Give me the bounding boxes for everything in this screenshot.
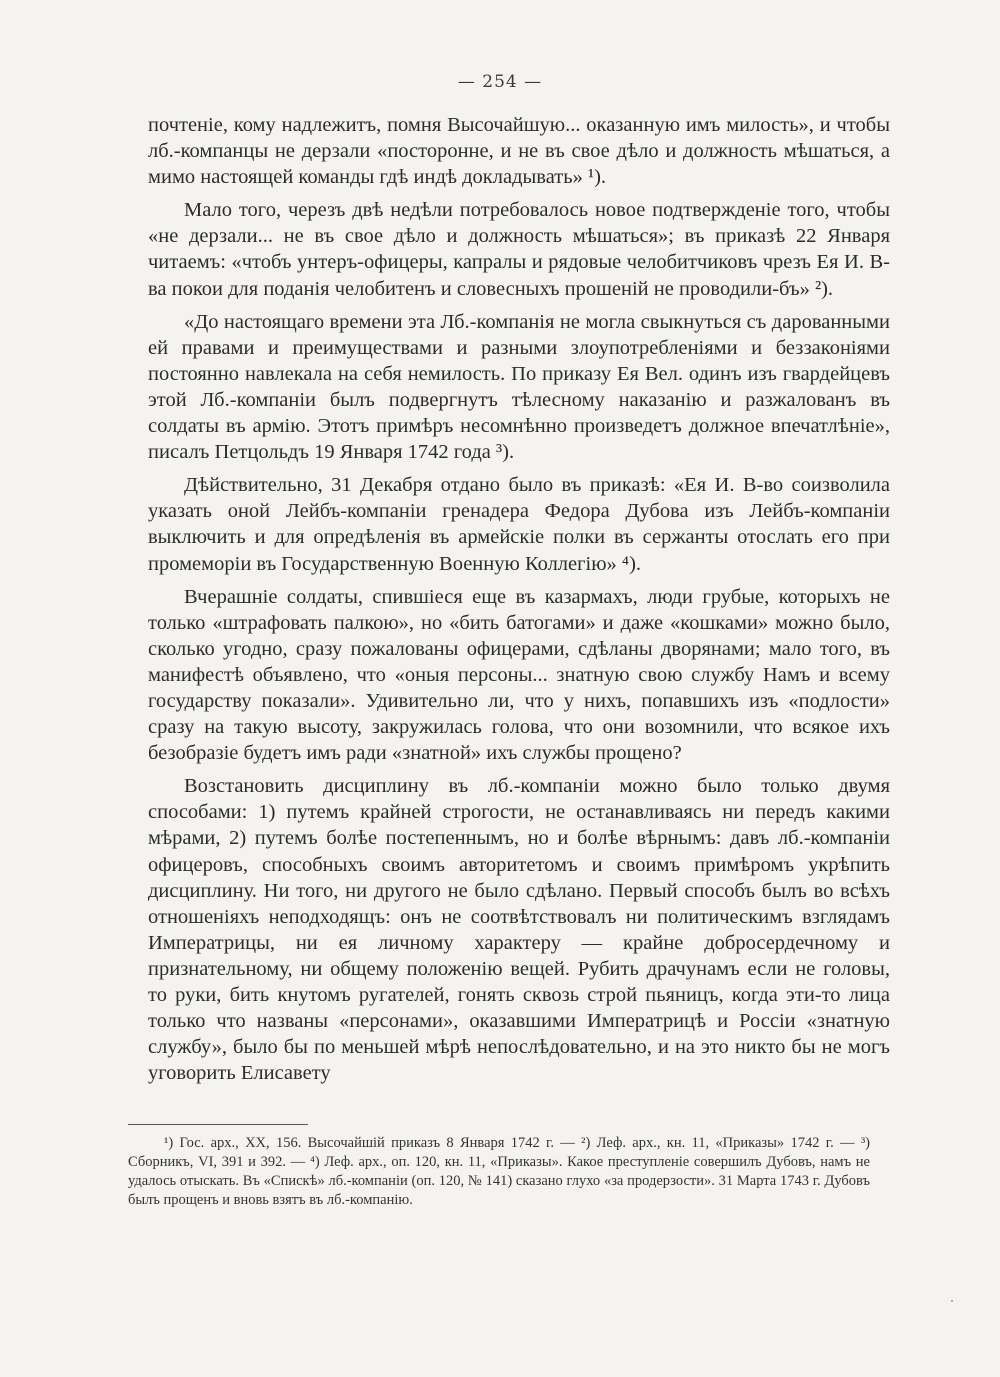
page-number: — 254 — xyxy=(457,72,543,92)
footnote-divider xyxy=(128,1124,308,1125)
paragraph-1: почтенiе, кому надлежитъ, помня Высочайшую... оказанную имъ милость», и чтобы лб.-компанцы не дерзали «посторонне, и не въ свое дѣло и должность мѣшаться, а мимо настоящей команды гдѣ индѣ докладывать» ¹). xyxy=(148,114,890,189)
paragraph-2: Мало того, черезъ двѣ недѣли потребовалось новое подтвержденiе того, чтобы «не дерзали... не въ свое дѣло и должность мѣшаться»; въ приказѣ 22 Января читаемъ: «чтобъ унтеръ-офицеры, капралы и рядовые челобитчиковъ чрезъ Ея И. В-ва покои для поданiя челобитенъ и словесныхъ прошенiй не проводили-бъ» ²). xyxy=(148,199,890,300)
paragraph-5: Вчерашнiе солдаты, спившiеся еще въ казармахъ, люди грубые, которыхъ не только «штрафовать палкою», но «бить батогами» и даже «кошками» можно было, сколько угодно, сразу пожалованы офицерами, сдѣланы дворянами; мало того, въ манифестѣ объявлено, что «оныя персоны... знатную свою службу Намъ и всему государству показали». Удивительно ли, что у нихъ, попавшихъ изъ «подлости» сразу на такую высоту, закружилась голова, что они возомнили, что всякое ихъ безобразiе будетъ имъ ради «знатной» ихъ службы прощено? xyxy=(148,585,890,765)
paper-speck xyxy=(951,1300,953,1302)
paragraph-6: Возстановить дисциплину въ лб.-компанiи можно было только двумя способами: 1) путемъ крайней строгости, не останавливаясь ни передъ какими мѣрами, 2) путемъ болѣе постепеннымъ, но и болѣе вѣрнымъ: давъ лб.-компанiи офицеровъ, способныхъ своимъ авторитетомъ и своимъ примѣромъ укрѣпить дисциплину. Ни того, ни другого не было сдѣлано. Первый способъ былъ во всѣхъ отношенiяхъ неподходящъ: онъ не соотвѣтствовалъ ни политическимъ взглядамъ Императрицы, ни ея личному характеру — крайне добросердечному и признательному, ни общему положенiю вещей. Рубить драчунамъ если не головы, то руки, бить кнутомъ ругателей, гонять сквозь строй пьяницъ, когда эти-то лица только что названы «персонами», оказавшими Императрицѣ и Россiи «знатную службу», было бы по меньшей мѣрѣ непослѣдовательно, и на это никто бы не могъ уговорить Елисавету xyxy=(148,775,890,1085)
main-text xyxy=(148,112,890,1093)
paragraph-3: «До настоящаго времени эта Лб.-компанiя не могла свыкнуться съ дарованными ей правами и преимуществами и разными злоупотребленiями и беззаконiями постоянно навлекала на себя немилость. По приказу Ея Вел. одинъ изъ гвардейцевъ этой Лб.-компанiи былъ подвергнутъ тѣлесному наказанiю и разжалованъ въ солдаты въ армiю. Этотъ примѣръ несомнѣнно произведетъ должное впечатлѣнiе», писалъ Петцольдъ 19 Января 1742 года ³). xyxy=(148,310,890,464)
paragraph-4: Дѣйствительно, 31 Декабря отдано было въ приказѣ: «Ея И. В-во соизволила указать оной Лейбъ-компанiи гренадера Федора Дубова изъ Лейбъ-компанiи выключить и для опредѣленiя въ армейскiе полки въ сержанты отослать его при промеморiи въ Государственную Военную Коллегiю» ⁴). xyxy=(148,474,890,575)
footnotes xyxy=(128,1134,870,1210)
footnote-text: ¹) Гос. арх., XX, 156. Высочайшiй приказъ 8 Января 1742 г. — ²) Леф. арх., кн. 11, «Приказы» 1742 г. — ³) Сборникъ, VI, 391 и 392. — ⁴) Леф. арх., оп. 120, кн. 11, «Приказы». Какое преступленiе совершилъ Дубовъ, намъ не удалось отыскать. Въ «Спискѣ» лб.-компанiи (оп. 120, № 141) сказано глухо «за продерзости». 31 Марта 1743 г. Дубовъ былъ прощенъ и вновь взятъ въ лб.-компанiю. xyxy=(128,1135,870,1208)
